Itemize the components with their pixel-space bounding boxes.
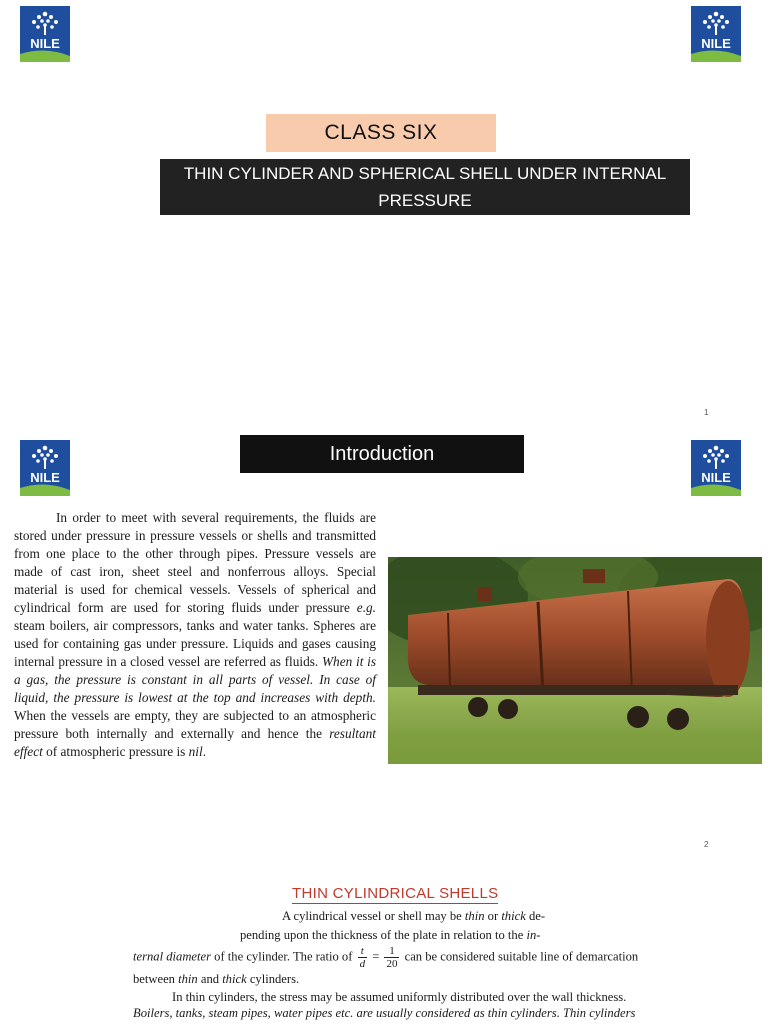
- text-line-2: [240, 926, 540, 945]
- intro-title: Introduction: [240, 435, 524, 473]
- nile-logo-icon: [20, 440, 70, 496]
- slide-2: [0, 432, 768, 864]
- nile-logo-right: [691, 6, 741, 62]
- fraction-numerator: 1: [384, 945, 399, 958]
- intro-text-segment: When the vessels are empty, they are subjected to an atmospheric pressure both internally and externally and hence the: [14, 708, 376, 741]
- topic-title-line2: PRESSURE: [378, 191, 472, 210]
- text-line-6: Boilers, tanks, steam pipes, water pipes etc. are usually considered as thin cylinders. Thin cylinders: [133, 1006, 636, 1020]
- text-segment: cylinders.: [246, 972, 300, 986]
- text-line-1: [282, 907, 545, 926]
- fraction-denominator: d: [359, 958, 366, 970]
- text-segment: of the cylinder. The ratio of: [211, 949, 356, 964]
- text-segment-italic: thick: [501, 909, 526, 923]
- text-segment: can be considered suitable line of demarcation: [401, 949, 639, 964]
- rusty-tank-car-photo: [388, 557, 762, 764]
- nile-logo-icon: [691, 6, 741, 62]
- section-heading: THIN CYLINDRICAL SHELLS: [292, 885, 499, 902]
- nile-logo-left: [20, 440, 70, 496]
- nile-logo-left: [20, 6, 70, 62]
- text-line-4: [133, 970, 299, 989]
- equals-sign: =: [369, 949, 383, 964]
- class-label: CLASS SIX: [266, 114, 496, 152]
- topic-title: [160, 159, 690, 215]
- slide-3: [0, 864, 768, 1024]
- intro-text-segment: of atmospheric pressure is: [42, 744, 189, 759]
- text-segment-italic: ternal diameter: [133, 949, 211, 964]
- text-segment: and: [197, 972, 223, 986]
- intro-text-italic: nil: [188, 744, 203, 759]
- intro-paragraph-text: [14, 509, 376, 761]
- text-segment-italic: thick: [222, 972, 247, 986]
- topic-title-line1: THIN CYLINDER AND SPHERICAL SHELL UNDER INTERNAL: [183, 164, 667, 183]
- intro-text-italic: e.g.: [356, 600, 376, 615]
- intro-text-italic: When it is a gas, the pressure is constant in all parts of vessel. In case of liquid, the pressure is lowest at the top and increases with depth.: [14, 654, 376, 705]
- fraction-t-over-d: [358, 945, 368, 970]
- text-segment: A cylindrical vessel or shell may be: [282, 909, 465, 923]
- text-line-5: In thin cylinders, the stress may be assumed uniformly distributed over the wall thickness.: [172, 990, 627, 1004]
- page-number: 2: [704, 840, 709, 849]
- text-segment-italic: in-: [526, 928, 541, 942]
- text-segment-italic: thin: [464, 909, 485, 923]
- text-segment-italic: thin: [178, 972, 198, 986]
- text-segment: between: [133, 972, 179, 986]
- nile-logo-icon: [20, 6, 70, 62]
- intro-paragraph: [14, 509, 376, 761]
- intro-text-italic: resultant effect: [14, 726, 376, 759]
- text-segment: pending upon the thickness of the plate in relation to the: [240, 928, 527, 942]
- intro-text-segment: In order to meet with several requirements, the fluids are stored under pressure in pressure vessels or shells and transmitted from one place to the other through pipes. Pressure vessels are made of cast iron, sheet steel and nonferrous alloys. Special material is used for chemical vessels. Vessels of spherical and cylindrical form are used for storing fluids under pressure: [14, 510, 376, 615]
- fraction-denominator: 20: [386, 958, 398, 970]
- fraction-one-twentieth: [384, 945, 399, 970]
- slide-1: [0, 0, 768, 432]
- text-line-3: [133, 945, 638, 970]
- nile-logo-icon: [691, 440, 741, 496]
- page-number: 1: [704, 408, 709, 417]
- intro-text-segment: .: [202, 744, 207, 759]
- text-segment: de-: [525, 909, 546, 923]
- intro-text-segment: steam boilers, air compressors, tanks and water tanks. Spheres are used for containing gas under pressure. Liquids and gases causing internal pressure in a closed vessel are referred as fluids.: [14, 618, 376, 669]
- nile-logo-right: [691, 440, 741, 496]
- fraction-numerator: t: [358, 945, 368, 958]
- text-segment: or: [484, 909, 502, 923]
